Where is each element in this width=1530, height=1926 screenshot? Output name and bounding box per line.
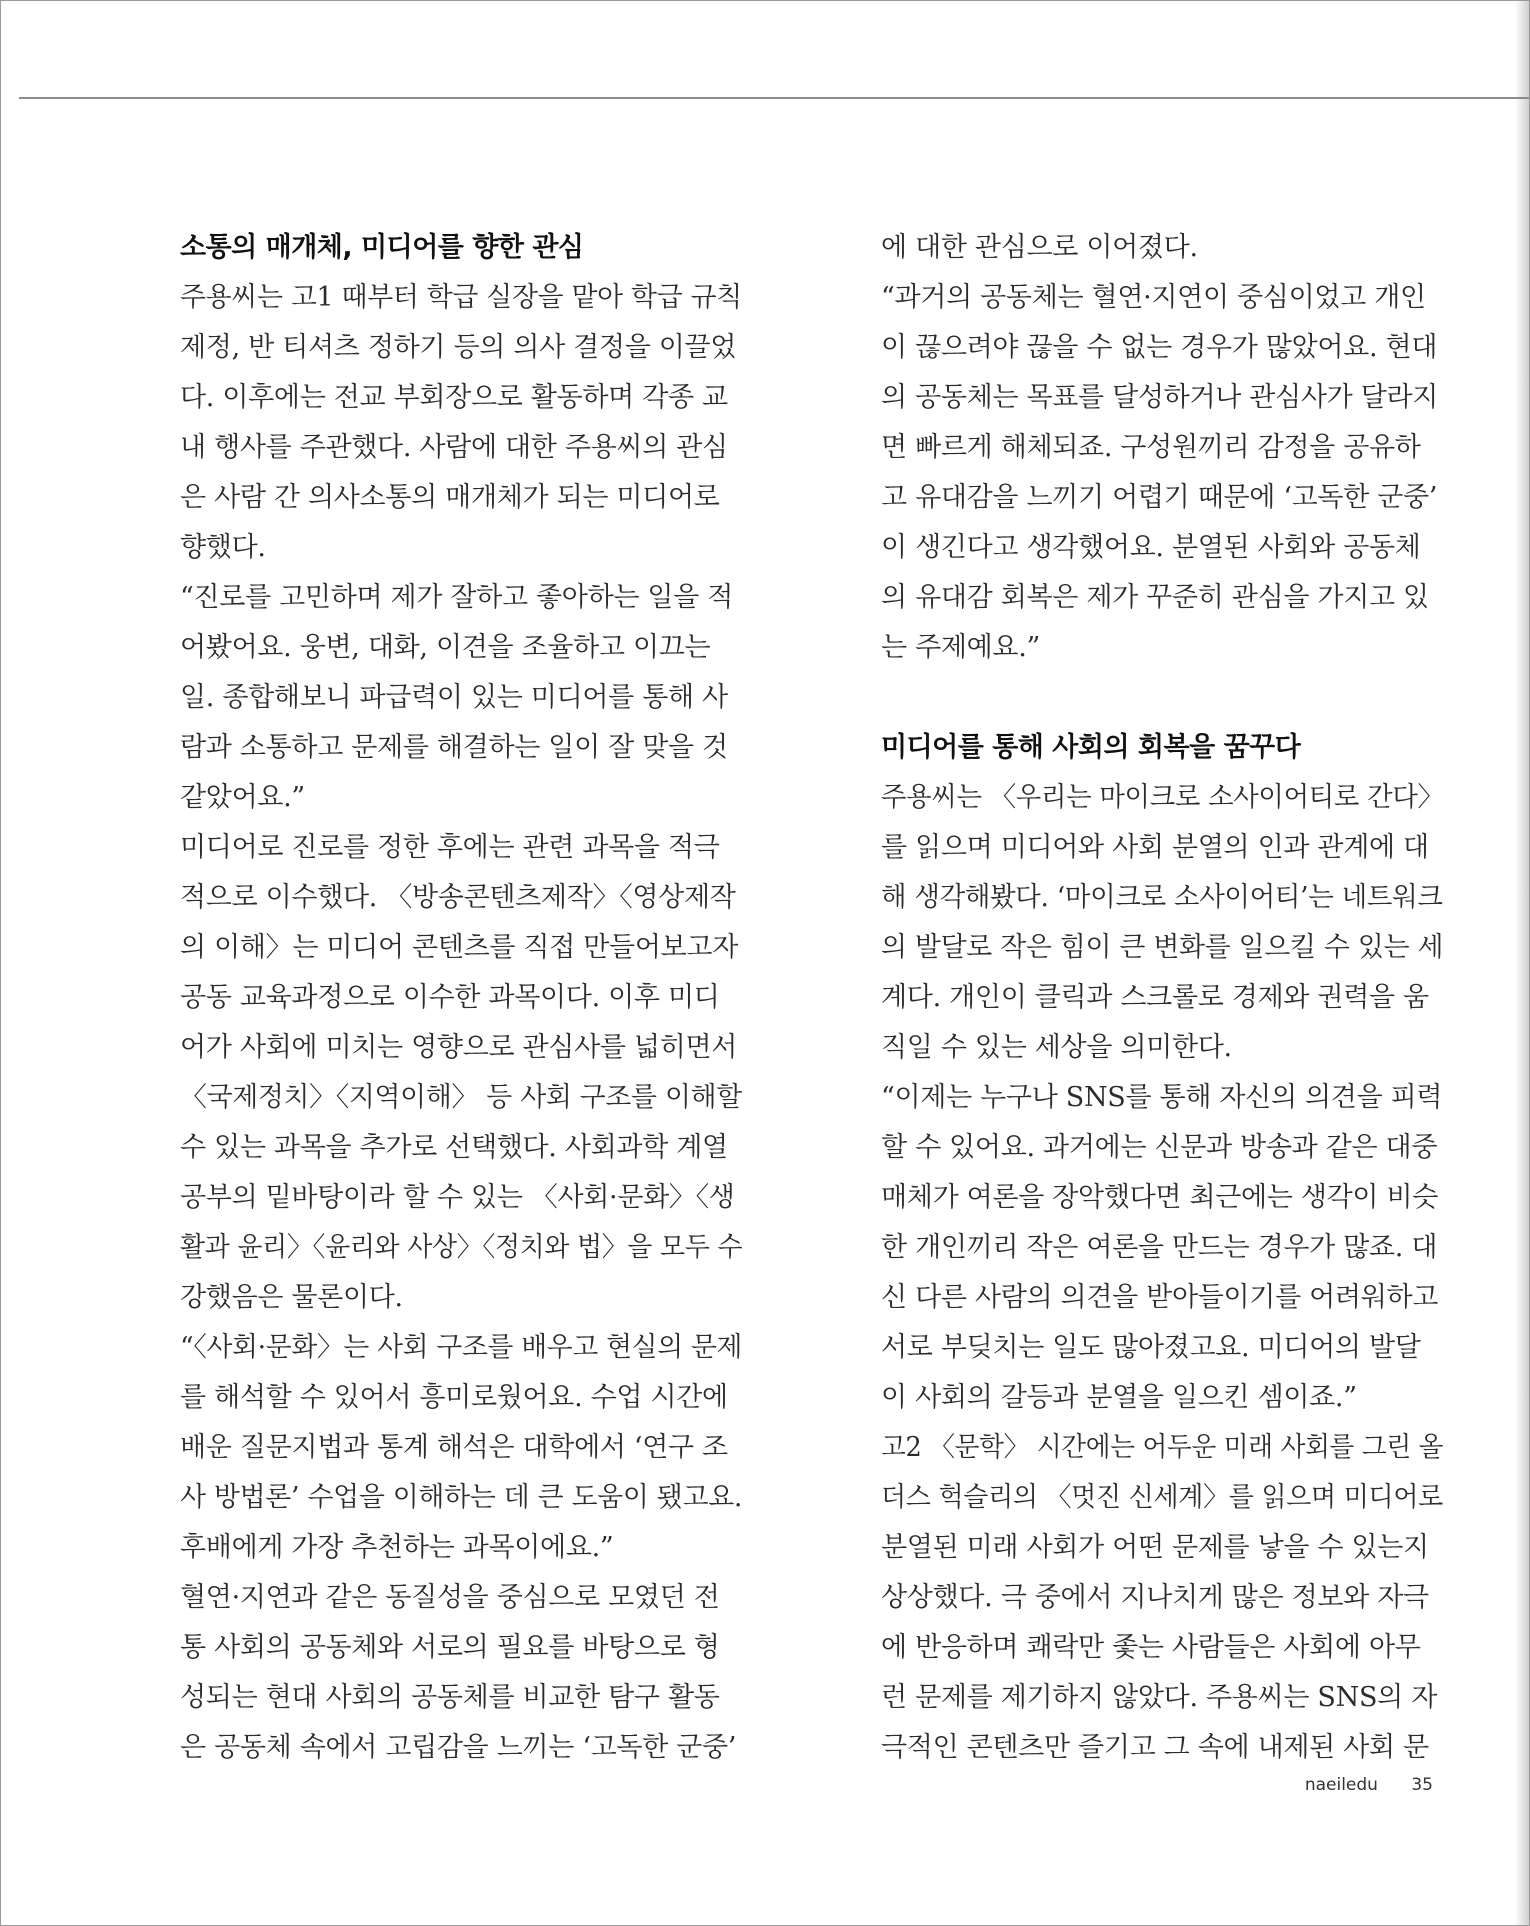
text-line: 극적인 콘텐츠만 즐기고 그 속에 내제된 사회 문 [881,1732,1429,1763]
text-line: 주용씨는 고1 때부터 학급 실장을 맡아 학급 규칙 [180,282,742,313]
text-line: 통 사회의 공동체와 서로의 필요를 바탕으로 형 [180,1632,720,1663]
text-line: 내 행사를 주관했다. 사람에 대한 주용씨의 관심 [180,432,728,463]
text-line: “이제는 누구나 SNS를 통해 자신의 의견을 피력 [881,1082,1443,1113]
text-line: 해 생각해봤다. ‘마이크로 소사이어티’는 네트워크 [881,882,1443,913]
text-line: 혈연·지연과 같은 동질성을 중심으로 모였던 전 [180,1582,720,1613]
page-footer [1305,1775,1433,1795]
text-line: 다. 이후에는 전교 부회장으로 활동하며 각종 교 [180,382,728,413]
text-line: 매체가 여론을 장악했다면 최근에는 생각이 비슷 [881,1182,1439,1213]
text-line: 신 다른 사람의 의견을 받아들이기를 어려워하고 [881,1282,1439,1313]
text-line: 은 공동체 속에서 고립감을 느끼는 ‘고독한 군중’ [180,1732,737,1763]
left-column [180,223,742,1773]
text-line: 이 사회의 갈등과 분열을 일으킨 셈이죠.” [881,1382,1357,1413]
text-line: 〈국제정치〉〈지역이해〉 등 사회 구조를 이해할 [180,1082,742,1113]
text-line: 향했다. [180,532,266,563]
text-line: 제정, 반 티셔츠 정하기 등의 의사 결정을 이끌었 [180,332,737,363]
text-line: 강했음은 물론이다. [180,1282,403,1313]
text-line: 이 끊으려야 끊을 수 없는 경우가 많았어요. 현대 [881,332,1438,363]
section-gap [881,673,1443,723]
text-line: 한 개인끼리 작은 여론을 만드는 경우가 많죠. 대 [881,1232,1438,1263]
text-line: 고 유대감을 느끼기 어렵기 때문에 ‘고독한 군중’ [881,482,1438,513]
publication-name: naeiledu [1304,1775,1378,1795]
text-line: 배운 질문지법과 통계 해석은 대학에서 ‘연구 조 [180,1432,728,1463]
text-line: 미디어로 진로를 정한 후에는 관련 과목을 적극 [180,832,720,863]
text-line: 분열된 미래 사회가 어떤 문제를 낳을 수 있는지 [881,1532,1429,1563]
text-line: “진로를 고민하며 제가 잘하고 좋아하는 일을 적 [180,582,734,613]
text-line: 공동 교육과정으로 이수한 과목이다. 이후 미디 [180,982,720,1013]
text-line: 후배에게 가장 추천하는 과목이에요.” [180,1532,614,1563]
text-line: 면 빠르게 해체되죠. 구성원끼리 감정을 공유하 [881,432,1421,463]
text-line: 어봤어요. 웅변, 대화, 이견을 조율하고 이끄는 [180,632,711,663]
text-line: 사 방법론’ 수업을 이해하는 데 큰 도움이 됐고요. [180,1482,743,1513]
text-line: 은 사람 간 의사소통의 매개체가 되는 미디어로 [180,482,720,513]
text-line: 적으로 이수했다. 〈방송콘텐츠제작〉〈영상제작 [180,882,736,913]
section-heading: 미디어를 통해 사회의 회복을 꿈꾸다 [881,732,1301,763]
text-line: “과거의 공동체는 혈연·지연이 중심이었고 개인 [881,282,1426,313]
right-column [881,223,1443,1773]
text-line: 직일 수 있는 세상을 의미한다. [881,1032,1232,1063]
text-line: 에 반응하며 쾌락만 좇는 사람들은 사회에 아무 [881,1632,1421,1663]
text-line: 주용씨는 〈우리는 마이크로 소사이어티로 간다〉 [881,782,1444,813]
text-line: 더스 헉슬리의 〈멋진 신세계〉를 읽으며 미디어로 [881,1482,1443,1513]
text-line: 어가 사회에 미치는 영향으로 관심사를 넓히면서 [180,1032,738,1063]
text-line: 를 읽으며 미디어와 사회 분열의 인과 관계에 대 [881,832,1429,863]
text-line: 활과 윤리〉〈윤리와 사상〉〈정치와 법〉을 모두 수 [180,1232,743,1263]
text-line: 일. 종합해보니 파급력이 있는 미디어를 통해 사 [180,682,728,713]
page-number: 35 [1411,1775,1433,1795]
text-line: 수 있는 과목을 추가로 선택했다. 사회과학 계열 [180,1132,728,1163]
text-line: 는 주제예요.” [881,632,1040,663]
text-line: 공부의 밑바탕이라 할 수 있는 〈사회·문화〉〈생 [180,1182,735,1213]
text-line: 계다. 개인이 클릭과 스크롤로 경제와 권력을 움 [881,982,1429,1013]
text-line: 고2 〈문학〉 시간에는 어두운 미래 사회를 그린 올 [881,1432,1444,1463]
text-line: 의 이해〉는 미디어 콘텐츠를 직접 만들어보고자 [180,932,738,963]
text-line: 이 생긴다고 생각했어요. 분열된 사회와 공동체 [881,532,1421,563]
text-line: 의 유대감 회복은 제가 꾸준히 관심을 가지고 있 [881,582,1429,613]
right-column-text-top [881,223,1443,673]
page-edge-shadow [1515,1,1529,1925]
header-rule [19,97,1529,99]
text-line: 상상했다. 극 중에서 지나치게 많은 정보와 자극 [881,1582,1429,1613]
text-line: 성되는 현대 사회의 공동체를 비교한 탐구 활동 [180,1682,720,1713]
text-line: 의 공동체는 목표를 달성하거나 관심사가 달라지 [881,382,1439,413]
left-column-text [180,273,742,1773]
text-line: 서로 부딪치는 일도 많아졌고요. 미디어의 발달 [881,1332,1421,1363]
text-line: 런 문제를 제기하지 않았다. 주용씨는 SNS의 자 [881,1682,1437,1713]
text-line: 할 수 있어요. 과거에는 신문과 방송과 같은 대중 [881,1132,1438,1163]
text-line: 의 발달로 작은 힘이 큰 변화를 일으킬 수 있는 세 [881,932,1444,963]
text-line: “〈사회·문화〉는 사회 구조를 배우고 현실의 문제 [180,1332,743,1363]
right-column-text-bottom [881,773,1443,1773]
section-heading: 소통의 매개체, 미디어를 향한 관심 [180,232,584,263]
text-line: 같았어요.” [180,782,305,813]
text-line: 람과 소통하고 문제를 해결하는 일이 잘 맞을 것 [180,732,728,763]
text-line: 에 대한 관심으로 이어졌다. [881,232,1198,263]
text-line: 를 해석할 수 있어서 흥미로웠어요. 수업 시간에 [180,1382,728,1413]
